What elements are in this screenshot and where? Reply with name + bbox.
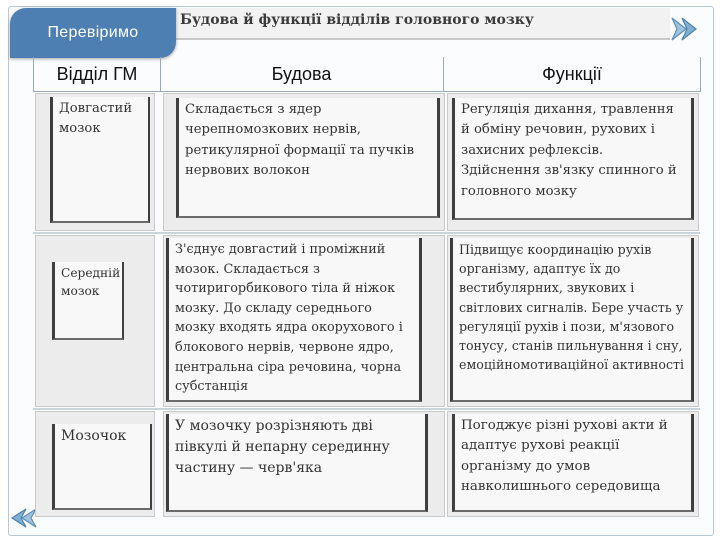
chevron-right-icon[interactable]	[668, 12, 702, 46]
row2-name: Середній мозок	[52, 262, 124, 340]
row3-functions: Погоджує різні рухові акти й адаптує рухові реакції організму до умов навколишнього середовища	[452, 414, 694, 512]
slide-title: Будова й функції відділів головного мозку	[180, 12, 534, 28]
row3-structure: У мозочку розрізняють дві півкулі й непарну серединну частину — черв'яка	[166, 414, 428, 512]
row3-name: Мозочок	[52, 424, 152, 510]
section-badge: Перевіримо	[10, 8, 176, 58]
row1-structure: Складається з ядер черепномозкових нервів, ретикулярної формації та пучків нервових волокон	[176, 98, 440, 218]
row2-functions: Підвищує координацію рухів організму, адаптує їх до вестибулярних, звукових і світлових сигналів. Бере участь у регуляції рухів і пози, м'язового тонусу, станів пильнування і сну, емоційномотиваційної активності	[450, 238, 694, 402]
row-separator	[33, 408, 700, 410]
row1-functions: Регуляція дихання, травлення й обміну речовин, рухових і захисних рефлексів. Здійснення зв'язку спинного й головного мозку	[452, 98, 694, 220]
header-section: Відділ ГМ	[33, 57, 161, 92]
row1-name: Довгастий мозок	[50, 97, 150, 223]
header-functions: Функції	[444, 57, 701, 92]
header-structure: Будова	[160, 57, 444, 92]
row-separator	[33, 232, 700, 234]
row2-structure: З'єднує довгастий і проміжний мозок. Складається з чотиригорбикового тіла й ніжок мозку. До складу середнього мозку входять ядра окорухового і блокового нервів, червоне ядро, центральна сіра речовина, чорна субстанція	[166, 238, 422, 402]
